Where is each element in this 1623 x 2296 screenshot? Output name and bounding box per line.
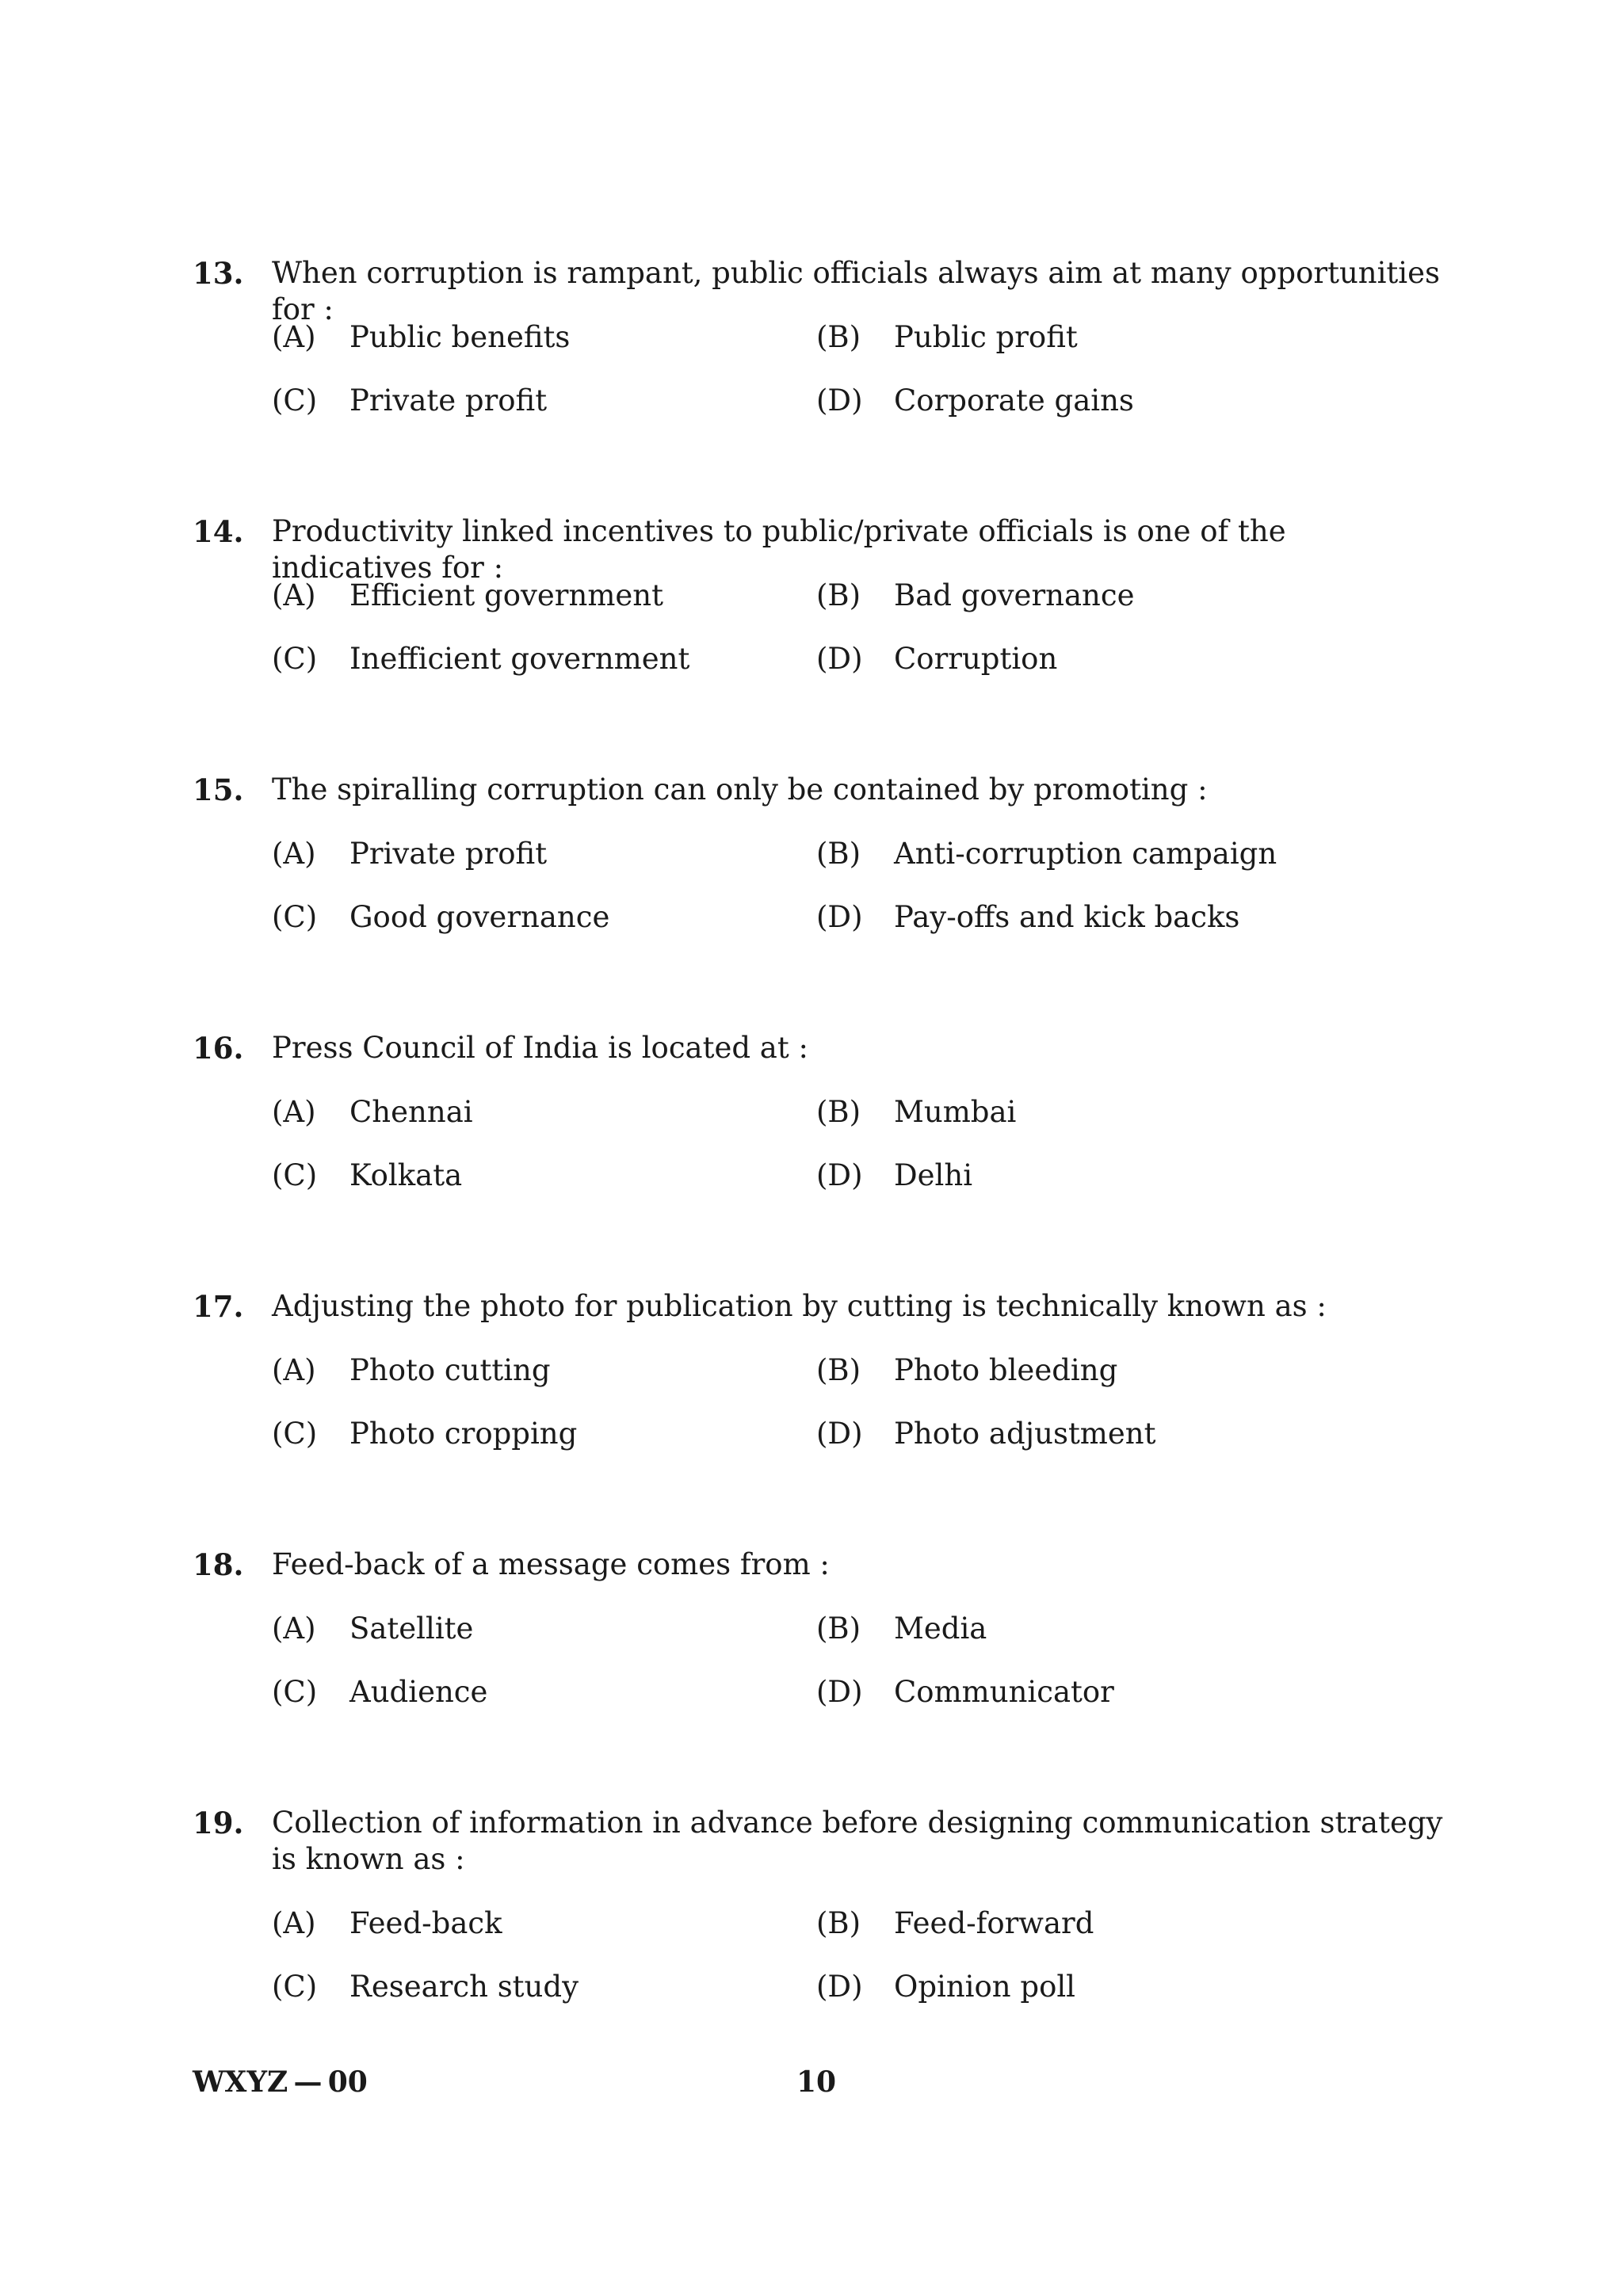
option-letter: (B) [816,578,861,612]
question-number: 14. [193,514,244,549]
question-text: Adjusting the photo for publication by cutting is technically known as : [272,1289,1327,1323]
option-letter: (C) [272,1417,318,1451]
question-text: The spiralling corruption can only be contained by promoting : [272,772,1208,807]
option-text: Feed-back [349,1906,502,1940]
option-letter: (B) [816,320,861,354]
option-text: Inefficient government [349,642,690,676]
option-letter: (B) [816,1611,861,1646]
option-text: Public benefits [349,320,571,354]
option-letter: (A) [272,1095,316,1129]
option-text: Pay-offs and kick backs [894,900,1240,934]
option-letter: (A) [272,578,316,612]
question-number: 19. [193,1806,244,1840]
option-text: Corruption [894,642,1058,676]
option-text: Satellite [349,1611,474,1646]
question-number: 15. [193,772,244,807]
option-text: Audience [349,1675,488,1709]
question-text: Productivity linked incentives to public/private officials is one of the indicatives for : [272,514,1286,585]
question-number: 16. [193,1031,244,1066]
option-text: Photo cutting [349,1353,551,1387]
option-text: Anti-corruption campaign [894,837,1277,871]
option-text: Communicator [894,1675,1114,1709]
option-letter: (D) [816,1675,863,1709]
option-letter: (D) [816,642,863,676]
option-letter: (D) [816,1970,863,2004]
option-text: Good governance [349,900,610,934]
paper-code: WXYZ — 00 [193,2065,368,2099]
option-text: Opinion poll [894,1970,1076,2004]
question-text: Press Council of India is located at : [272,1031,808,1065]
option-letter: (C) [272,1970,318,2004]
option-letter: (C) [272,383,318,418]
option-text: Kolkata [349,1158,463,1192]
option-letter: (D) [816,1417,863,1451]
option-text: Private profit [349,837,548,871]
option-letter: (A) [272,837,316,871]
option-letter: (A) [272,320,316,354]
question-number: 13. [193,256,244,291]
option-text: Public profit [894,320,1078,354]
page-number: 10 [796,2065,837,2099]
option-letter: (D) [816,1158,863,1192]
option-text: Feed-forward [894,1906,1094,1940]
option-text: Corporate gains [894,383,1134,418]
option-letter: (B) [816,1353,861,1387]
question-text: When corruption is rampant, public officials always aim at many opportunities for : [272,256,1441,326]
question-text: Feed-back of a message comes from : [272,1547,830,1581]
option-text: Private profit [349,383,548,418]
question-number: 18. [193,1547,244,1582]
option-letter: (C) [272,900,318,934]
option-letter: (C) [272,1675,318,1709]
option-text: Photo adjustment [894,1417,1156,1451]
question-number: 17. [193,1289,244,1324]
option-letter: (B) [816,837,861,871]
option-text: Photo bleeding [894,1353,1118,1387]
option-text: Media [894,1611,987,1646]
option-letter: (A) [272,1906,316,1940]
option-letter: (B) [816,1095,861,1129]
option-letter: (B) [816,1906,861,1940]
option-text: Bad governance [894,578,1135,612]
option-letter: (D) [816,900,863,934]
option-letter: (D) [816,383,863,418]
option-text: Research study [349,1970,579,2004]
option-text: Efficient government [349,578,663,612]
option-letter: (C) [272,642,318,676]
option-letter: (A) [272,1353,316,1387]
option-text: Chennai [349,1095,473,1129]
option-text: Mumbai [894,1095,1017,1129]
question-text: Collection of information in advance before designing communication strategy is known as : [272,1806,1443,1876]
option-letter: (C) [272,1158,318,1192]
option-text: Photo cropping [349,1417,578,1451]
option-text: Delhi [894,1158,973,1192]
option-letter: (A) [272,1611,316,1646]
